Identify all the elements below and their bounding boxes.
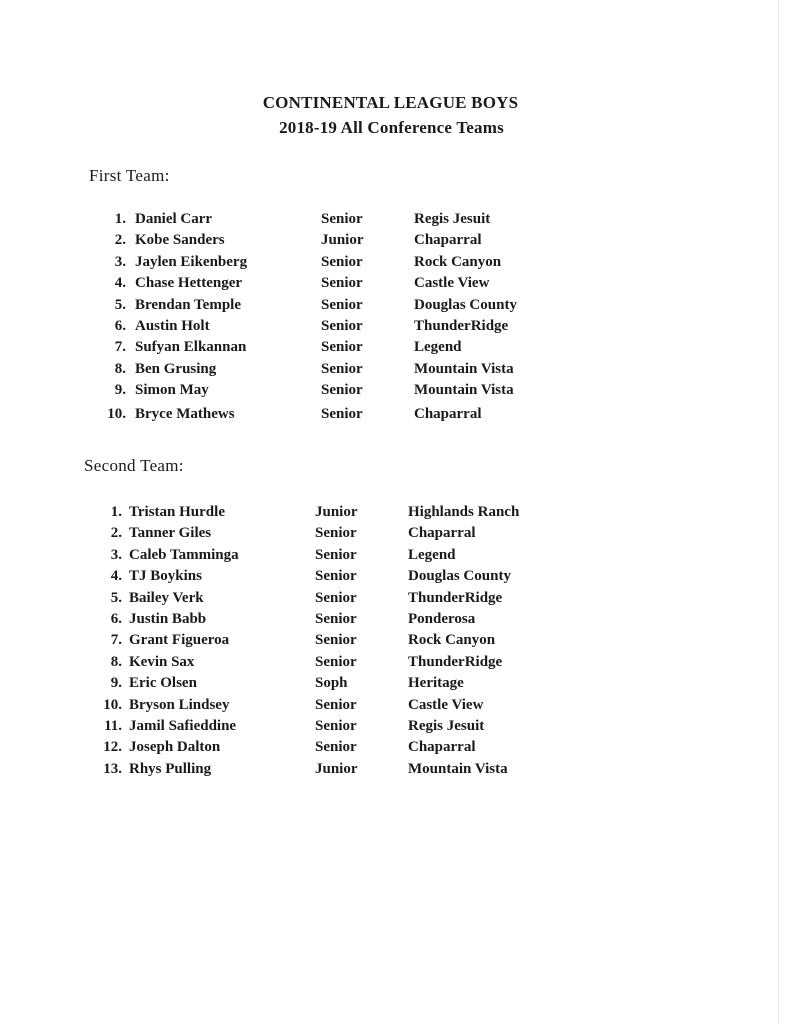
player-name: Bryce Mathews xyxy=(135,405,235,422)
player-row xyxy=(0,525,791,545)
player-number: 8. xyxy=(110,653,122,670)
player-school: Regis Jesuit xyxy=(414,211,491,227)
player-number: 1. xyxy=(110,504,122,520)
player-name: Tristan Hurdle xyxy=(129,504,225,520)
player-class-year: Senior xyxy=(321,296,363,313)
player-name: Rhys Pulling xyxy=(129,760,212,777)
player-name: Caleb Tamminga xyxy=(129,546,239,563)
player-number: 6. xyxy=(110,611,122,627)
player-number: 13. xyxy=(103,760,122,777)
player-row xyxy=(0,761,791,781)
player-name: Daniel Carr xyxy=(135,211,213,227)
player-class-year: Junior xyxy=(315,504,358,520)
player-row xyxy=(0,590,791,610)
player-school: Chaparral xyxy=(414,232,482,249)
player-row xyxy=(0,611,791,631)
player-name: Jaylen Eikenberg xyxy=(135,253,248,270)
player-school: Mountain Vista xyxy=(414,360,514,377)
player-row xyxy=(0,406,791,426)
player-school: Mountain Vista xyxy=(414,382,514,399)
player-school: Douglas County xyxy=(408,568,511,585)
player-number: 3. xyxy=(114,253,126,270)
player-class-year: Junior xyxy=(321,232,364,249)
player-row xyxy=(0,547,791,567)
player-row xyxy=(0,675,791,695)
player-school: Legend xyxy=(408,546,456,563)
player-class-year: Senior xyxy=(315,739,357,756)
player-name: Simon May xyxy=(135,382,209,399)
player-class-year: Senior xyxy=(315,568,357,585)
player-number: 7. xyxy=(110,632,122,649)
player-school: Legend xyxy=(414,339,462,356)
player-number: 2. xyxy=(110,525,122,542)
player-name: Tanner Giles xyxy=(129,525,212,542)
player-number: 9. xyxy=(114,382,126,399)
player-row xyxy=(0,254,791,274)
player-class-year: Senior xyxy=(321,211,363,227)
player-number: 9. xyxy=(110,675,122,692)
player-number: 7. xyxy=(114,339,126,356)
player-school: Castle View xyxy=(414,275,490,292)
player-school: Heritage xyxy=(408,675,464,692)
player-name: Kobe Sanders xyxy=(135,232,225,249)
second-team-heading: Second Team: xyxy=(84,456,184,475)
player-school: ThunderRidge xyxy=(408,653,503,670)
season-subtitle: 2018-19 All Conference Teams xyxy=(279,118,504,137)
player-number: 2. xyxy=(114,232,126,249)
player-row xyxy=(0,697,791,717)
player-school: Douglas County xyxy=(414,296,517,313)
player-name: TJ Boykins xyxy=(129,568,202,585)
player-number: 12. xyxy=(103,739,122,756)
player-name: Grant Figueroa xyxy=(129,632,230,649)
player-number: 1. xyxy=(114,211,126,227)
player-number: 3. xyxy=(110,546,122,563)
player-school: ThunderRidge xyxy=(408,589,503,606)
player-class-year: Senior xyxy=(315,696,357,713)
player-number: 8. xyxy=(114,360,126,377)
player-school: Highlands Ranch xyxy=(408,504,520,520)
player-number: 11. xyxy=(104,718,122,734)
player-row xyxy=(0,504,791,524)
player-row xyxy=(0,297,791,317)
player-school: Castle View xyxy=(408,696,484,713)
player-row xyxy=(0,232,791,252)
player-class-year: Senior xyxy=(321,360,363,377)
player-school: Rock Canyon xyxy=(408,632,496,649)
player-school: Regis Jesuit xyxy=(408,718,485,734)
player-name: Jamil Safieddine xyxy=(129,718,237,734)
player-number: 10. xyxy=(107,405,126,422)
player-class-year: Senior xyxy=(321,275,363,292)
player-row xyxy=(0,275,791,295)
player-class-year: Senior xyxy=(321,405,363,422)
player-class-year: Senior xyxy=(315,653,357,670)
player-name: Chase Hettenger xyxy=(135,275,243,292)
player-row xyxy=(0,632,791,652)
player-school: Ponderosa xyxy=(408,611,476,627)
player-number: 10. xyxy=(103,696,122,713)
player-number: 4. xyxy=(114,275,126,292)
player-number: 5. xyxy=(110,589,122,606)
league-title: CONTINENTAL LEAGUE BOYS xyxy=(262,93,519,112)
first-team-heading: First Team: xyxy=(89,166,170,185)
player-class-year: Senior xyxy=(321,339,363,356)
player-row xyxy=(0,654,791,674)
player-name: Kevin Sax xyxy=(129,653,195,670)
player-class-year: Soph xyxy=(315,675,348,692)
player-number: 6. xyxy=(114,318,126,334)
player-row xyxy=(0,318,791,338)
player-name: Bryson Lindsey xyxy=(129,696,230,713)
player-class-year: Junior xyxy=(315,760,358,777)
player-class-year: Senior xyxy=(315,546,357,563)
player-school: Chaparral xyxy=(414,405,482,422)
player-school: Mountain Vista xyxy=(408,760,508,777)
player-school: Chaparral xyxy=(408,739,476,756)
player-name: Ben Grusing xyxy=(135,360,217,377)
player-class-year: Senior xyxy=(321,382,363,399)
player-row xyxy=(0,718,791,738)
player-name: Austin Holt xyxy=(135,318,210,334)
player-name: Brendan Temple xyxy=(135,296,242,313)
player-name: Joseph Dalton xyxy=(129,739,221,756)
player-row xyxy=(0,382,791,402)
player-class-year: Senior xyxy=(315,611,357,627)
player-class-year: Senior xyxy=(315,589,357,606)
player-school: Chaparral xyxy=(408,525,476,542)
player-number: 5. xyxy=(114,296,126,313)
player-name: Sufyan Elkannan xyxy=(135,339,247,356)
player-class-year: Senior xyxy=(321,318,363,334)
player-school: ThunderRidge xyxy=(414,318,509,334)
player-name: Bailey Verk xyxy=(129,589,204,606)
player-row xyxy=(0,739,791,759)
player-name: Justin Babb xyxy=(129,611,207,627)
player-class-year: Senior xyxy=(315,525,357,542)
player-school: Rock Canyon xyxy=(414,253,502,270)
player-class-year: Senior xyxy=(321,253,363,270)
player-row xyxy=(0,568,791,588)
player-number: 4. xyxy=(110,568,122,585)
player-row xyxy=(0,211,791,231)
player-class-year: Senior xyxy=(315,632,357,649)
player-row xyxy=(0,339,791,359)
player-class-year: Senior xyxy=(315,718,357,734)
player-name: Eric Olsen xyxy=(129,675,197,692)
player-row xyxy=(0,361,791,381)
